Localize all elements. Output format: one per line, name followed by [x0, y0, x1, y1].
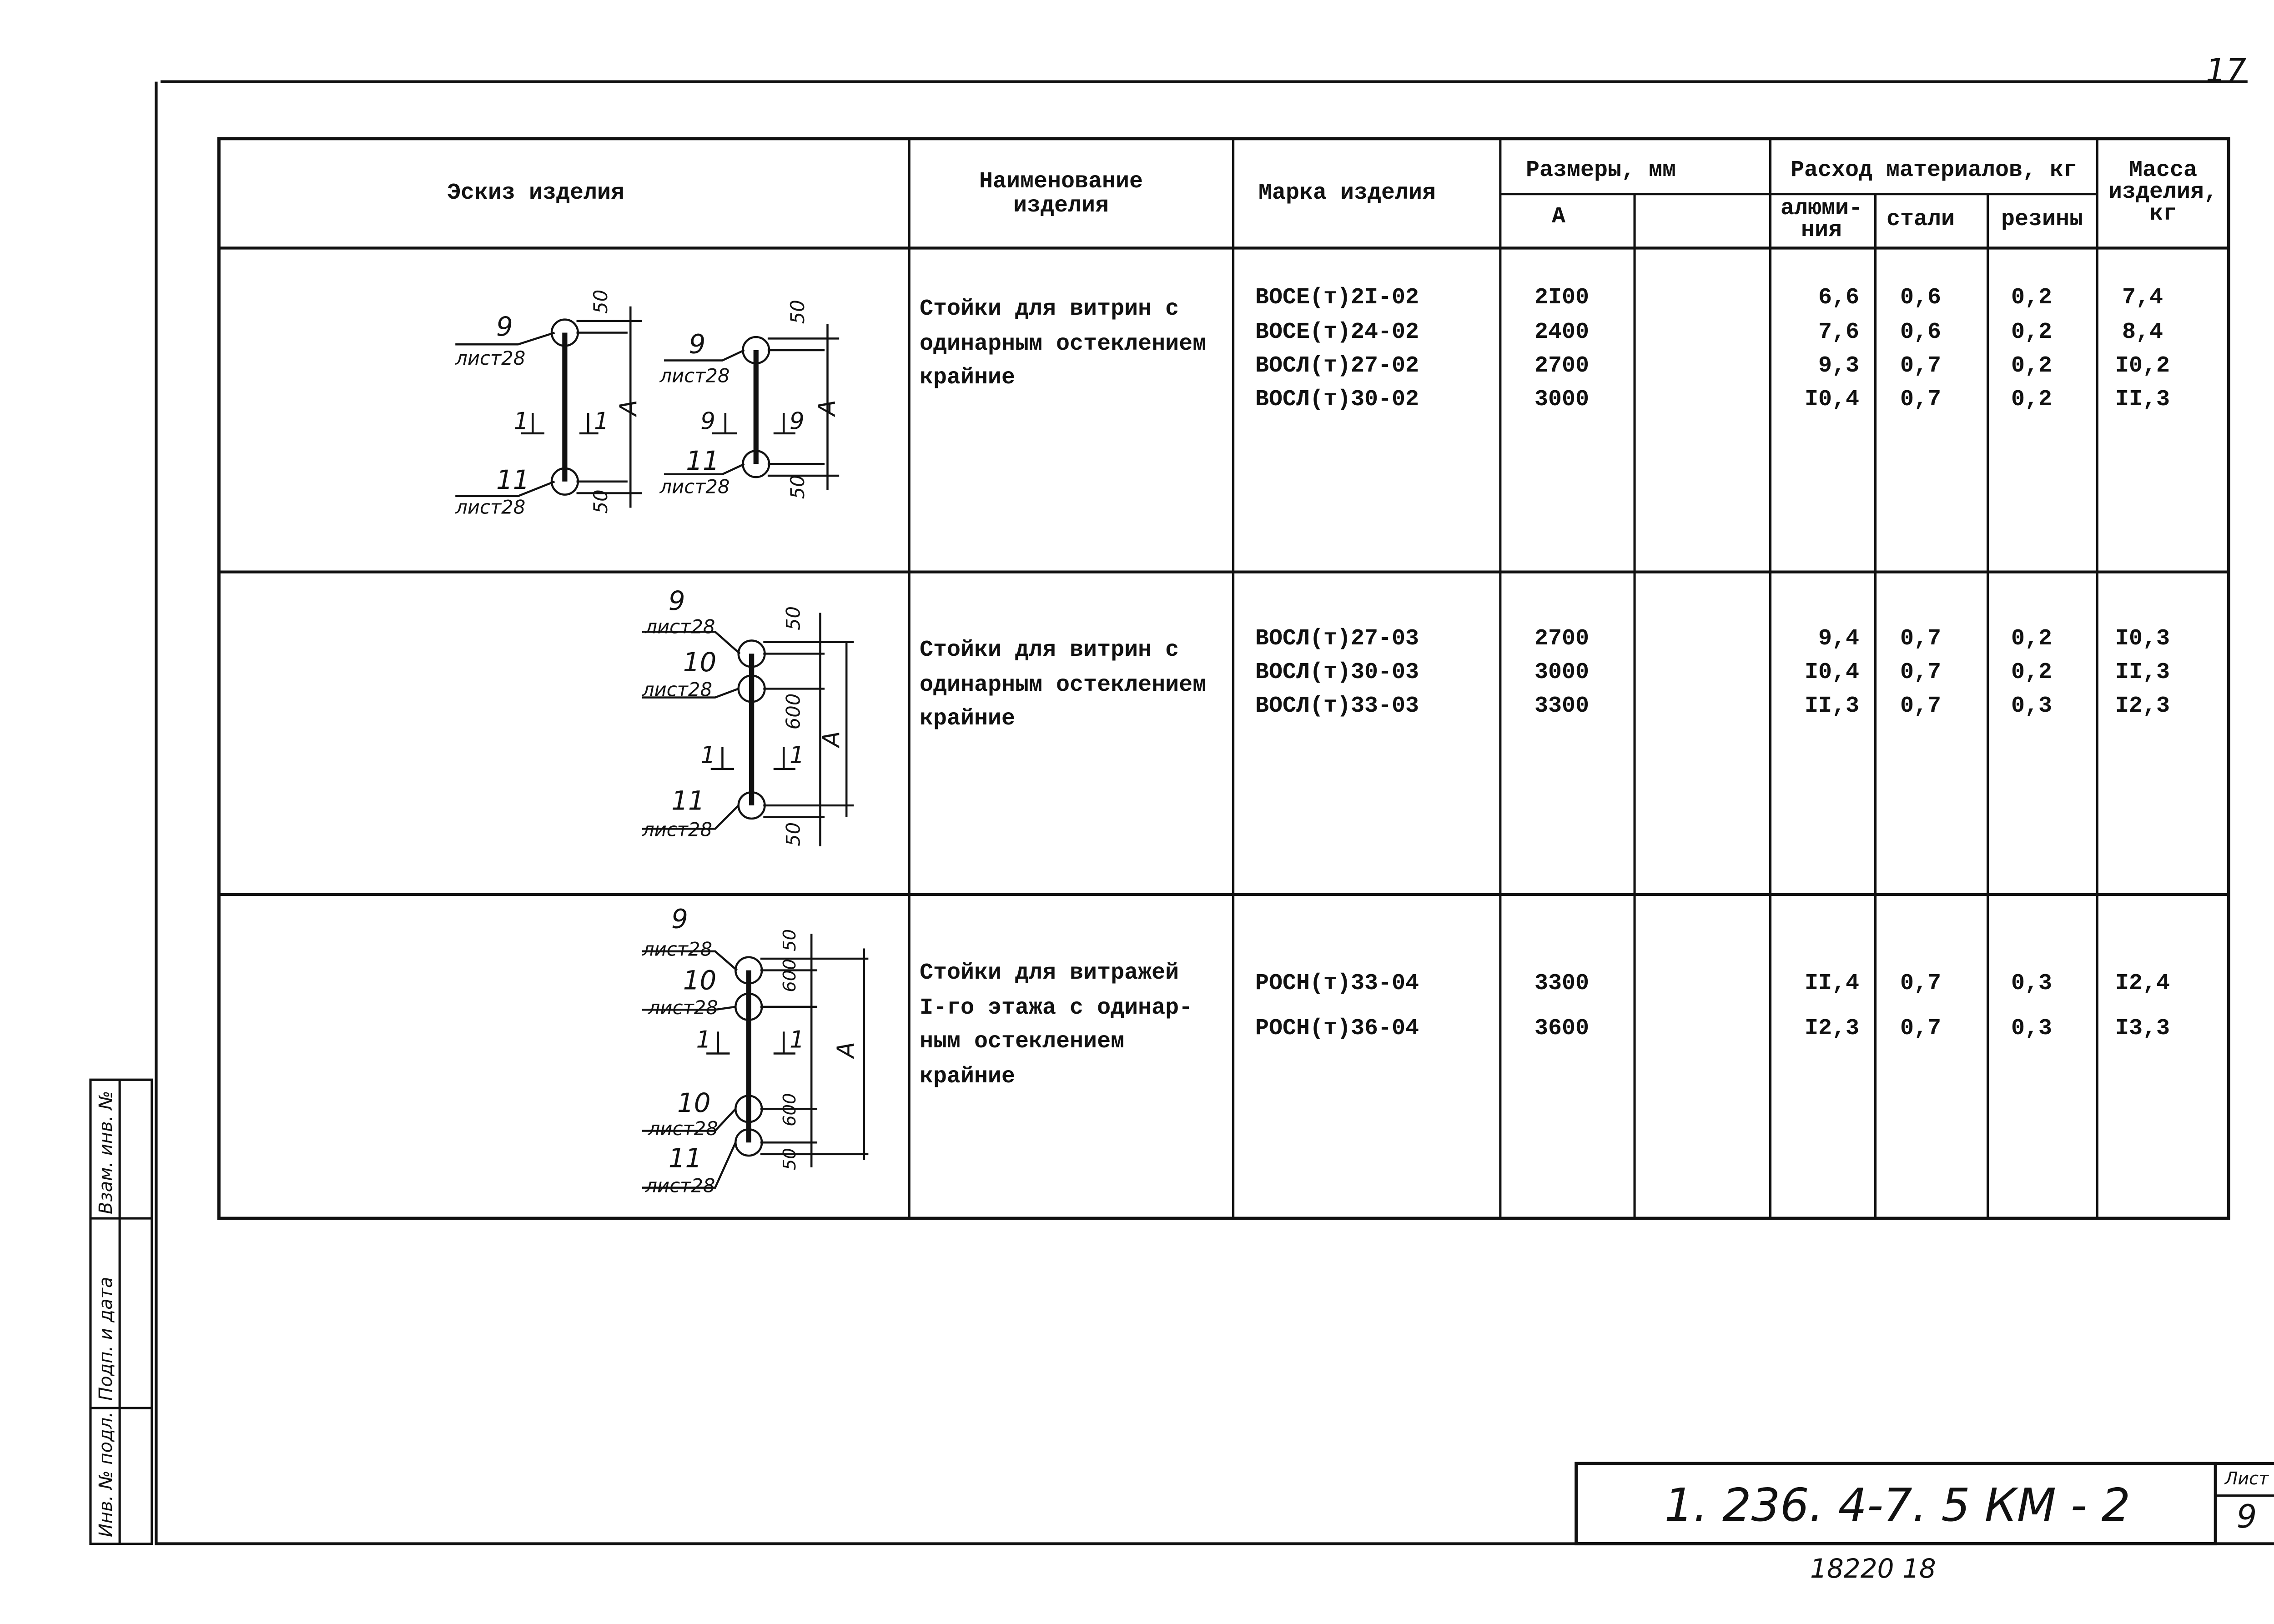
product-mark: ВОСЛ(т)33-03: [1255, 693, 1419, 719]
sketch-label-sheet_ref: лист28: [659, 364, 730, 387]
steel-kg: 0,6: [1900, 319, 1942, 345]
header-mass-2: изделия,: [2108, 179, 2218, 205]
size-a: 3300: [1534, 970, 1590, 996]
header-mass-1: Масса: [2128, 157, 2198, 183]
product-mark: РОСН(т)36-04: [1255, 1016, 1419, 1041]
sketch-label-sheet_ref: лист28: [642, 938, 713, 960]
product-name-line: Стойки для витражей: [920, 960, 1179, 986]
product-mark: ВОСЕ(т)24-02: [1255, 319, 1419, 345]
steel-kg: 0,7: [1900, 970, 1942, 996]
header-mass-3: кг: [2149, 201, 2177, 227]
sketch-label-n10: 10: [683, 965, 717, 996]
sketch-label-d600: 600: [779, 1093, 800, 1126]
document-designation: 1. 236. 4-7. 5 КМ - 2: [1664, 1478, 2131, 1532]
sketch-label-sheet_ref: лист28: [642, 818, 713, 841]
sketch-label-d50: 50: [589, 489, 612, 514]
header-aluminium-2: ния: [1801, 217, 1842, 243]
product-name-line: крайние: [920, 706, 1016, 732]
product-mark: ВОСЛ(т)30-02: [1255, 387, 1419, 412]
product-name-line: Стойки для витрин с: [920, 637, 1179, 663]
mass-kg: 8,4: [2122, 319, 2163, 345]
sketch-label-n1: 1: [696, 1026, 711, 1054]
sketch-label-n9: 9: [496, 311, 513, 342]
steel-kg: 0,7: [1900, 626, 1942, 652]
stamp-sign-date: Подп. и дата: [96, 1277, 116, 1401]
size-a: 3300: [1534, 693, 1590, 719]
rubber-kg: 0,2: [2011, 319, 2053, 345]
sketch-label-dim_a: А: [615, 400, 643, 416]
product-mark: ВОСЕ(т)2I-02: [1255, 285, 1419, 311]
product-name-line: ным остеклением: [920, 1029, 1125, 1055]
sketch-label-sheet_ref: лист28: [648, 996, 718, 1019]
rubber-kg: 0,2: [2011, 353, 2053, 379]
aluminium-kg: II,4: [1804, 970, 1859, 996]
product-name-line: Стойки для витрин с: [920, 296, 1179, 322]
footer-note: 18220 18: [1810, 1553, 1936, 1584]
sketch-label-sheet_ref: лист28: [455, 347, 526, 370]
sketch-label-n9: 9: [700, 407, 715, 435]
sketch-label-n9: 9: [668, 585, 685, 617]
aluminium-kg: 6,6: [1818, 285, 1859, 311]
rubber-kg: 0,3: [2011, 693, 2053, 719]
stamp-replace-inv: Взам. инв. №: [96, 1091, 116, 1214]
sketch-label-d50: 50: [589, 289, 612, 314]
sketch-label-dim_a: А: [818, 731, 845, 747]
rubber-kg: 0,2: [2011, 626, 2053, 652]
mass-kg: I3,3: [2115, 1016, 2170, 1041]
steel-kg: 0,6: [1900, 285, 1942, 311]
header-sizes: Размеры, мм: [1525, 157, 1676, 183]
sketch-label-n11: 11: [671, 785, 705, 816]
rubber-kg: 0,3: [2011, 970, 2053, 996]
size-a: 3000: [1534, 659, 1590, 685]
steel-kg: 0,7: [1900, 387, 1942, 412]
product-mark: ВОСЛ(т)27-03: [1255, 626, 1419, 652]
mass-kg: II,3: [2115, 659, 2170, 685]
header-rubber: резины: [2001, 206, 2083, 232]
sketch-label-n1: 1: [594, 407, 609, 435]
sketch-label-sheet_ref: лист28: [645, 1174, 715, 1197]
size-a: 2400: [1534, 319, 1590, 345]
sketch-label-sheet_ref: лист28: [659, 475, 730, 498]
product-mark: ВОСЛ(т)27-02: [1255, 353, 1419, 379]
sketch-label-d600: 600: [779, 959, 800, 992]
sketch-label-n11: 11: [686, 445, 719, 477]
steel-kg: 0,7: [1900, 353, 1942, 379]
steel-kg: 0,7: [1900, 693, 1942, 719]
sketch-label-n9: 9: [671, 903, 688, 935]
size-a: 3600: [1534, 1016, 1590, 1041]
sketch-label-sheet_ref: лист28: [648, 1117, 718, 1140]
sheet-number: 9: [2236, 1498, 2257, 1535]
sketch-label-n11: 11: [496, 464, 530, 495]
sketch-label-n10: 10: [677, 1087, 711, 1118]
header-name-line1: Наименование: [979, 169, 1143, 195]
stamp-inv-no: Инв. № подл.: [96, 1412, 116, 1537]
sketch-label-d50: 50: [782, 822, 805, 846]
product-mark: ВОСЛ(т)30-03: [1255, 659, 1419, 685]
mass-kg: I0,2: [2115, 353, 2170, 379]
size-a: 2I00: [1534, 285, 1590, 311]
rubber-kg: 0,2: [2011, 387, 2053, 412]
rubber-kg: 0,2: [2011, 659, 2053, 685]
sketch-label-d50: 50: [782, 606, 805, 631]
mass-kg: I0,3: [2115, 626, 2170, 652]
sketch-label-n1: 1: [790, 1026, 805, 1054]
mass-kg: I2,3: [2115, 693, 2170, 719]
sketch-label-n11: 11: [668, 1142, 702, 1174]
aluminium-kg: I0,4: [1804, 659, 1859, 685]
mass-kg: II,3: [2115, 387, 2170, 412]
size-a: 3000: [1534, 387, 1590, 412]
sketch-label-sheet_ref: лист28: [455, 496, 526, 518]
aluminium-kg: 7,6: [1818, 319, 1859, 345]
rubber-kg: 0,3: [2011, 1016, 2053, 1041]
aluminium-kg: 9,4: [1818, 626, 1859, 652]
mass-kg: I2,4: [2115, 970, 2170, 996]
header-materials: Расход материалов, кг: [1790, 157, 2078, 183]
sketch-label-d50: 50: [786, 475, 809, 499]
aluminium-kg: I0,4: [1804, 387, 1859, 412]
sketch-label-n1: 1: [513, 407, 529, 435]
sketch-label-d50: 50: [786, 300, 809, 324]
product-name-line: I-го этажа с одинар-: [920, 995, 1193, 1021]
product-name-line: одинарным остеклением: [920, 331, 1207, 357]
aluminium-kg: I2,3: [1804, 1016, 1859, 1041]
sketch-label-n1: 1: [790, 742, 805, 769]
sketch-label-d50: 50: [779, 1148, 800, 1171]
product-mark: РОСН(т)33-04: [1255, 970, 1419, 996]
sketch-label-n9: 9: [689, 328, 706, 360]
sketch-label-sheet_ref: лист28: [645, 615, 715, 638]
product-name-line: одинарным остеклением: [920, 672, 1207, 698]
steel-kg: 0,7: [1900, 659, 1942, 685]
header-size-a: А: [1551, 204, 1566, 230]
product-name-line: крайние: [920, 365, 1016, 391]
header-sketch: Эскиз изделия: [447, 180, 625, 206]
size-a: 2700: [1534, 626, 1590, 652]
sketch-label-dim_a: А: [813, 400, 841, 416]
aluminium-kg: 9,3: [1818, 353, 1859, 379]
rubber-kg: 0,2: [2011, 285, 2053, 311]
header-aluminium-1: алюми-: [1780, 196, 1863, 221]
product-name-line: крайние: [920, 1064, 1016, 1090]
sheet-label: Лист: [2224, 1468, 2269, 1488]
sketch-label-dim_a: А: [832, 1042, 860, 1058]
steel-kg: 0,7: [1900, 1016, 1942, 1041]
sketch-label-n10: 10: [683, 646, 717, 678]
mass-kg: 7,4: [2122, 285, 2163, 311]
header-name-line2: изделия: [1013, 193, 1109, 219]
aluminium-kg: II,3: [1804, 693, 1859, 719]
sketch-label-sheet_ref: лист28: [642, 678, 713, 701]
sketch-label-n1: 1: [700, 742, 715, 769]
sketch-label-d50: 50: [779, 929, 800, 951]
sheet-corner-number: 17: [2206, 52, 2247, 89]
header-steel: стали: [1886, 206, 1955, 232]
sketch-label-n9: 9: [790, 407, 805, 435]
size-a: 2700: [1534, 353, 1590, 379]
header-mark: Марка изделия: [1258, 180, 1436, 206]
sketch-label-d600: 600: [782, 693, 805, 730]
